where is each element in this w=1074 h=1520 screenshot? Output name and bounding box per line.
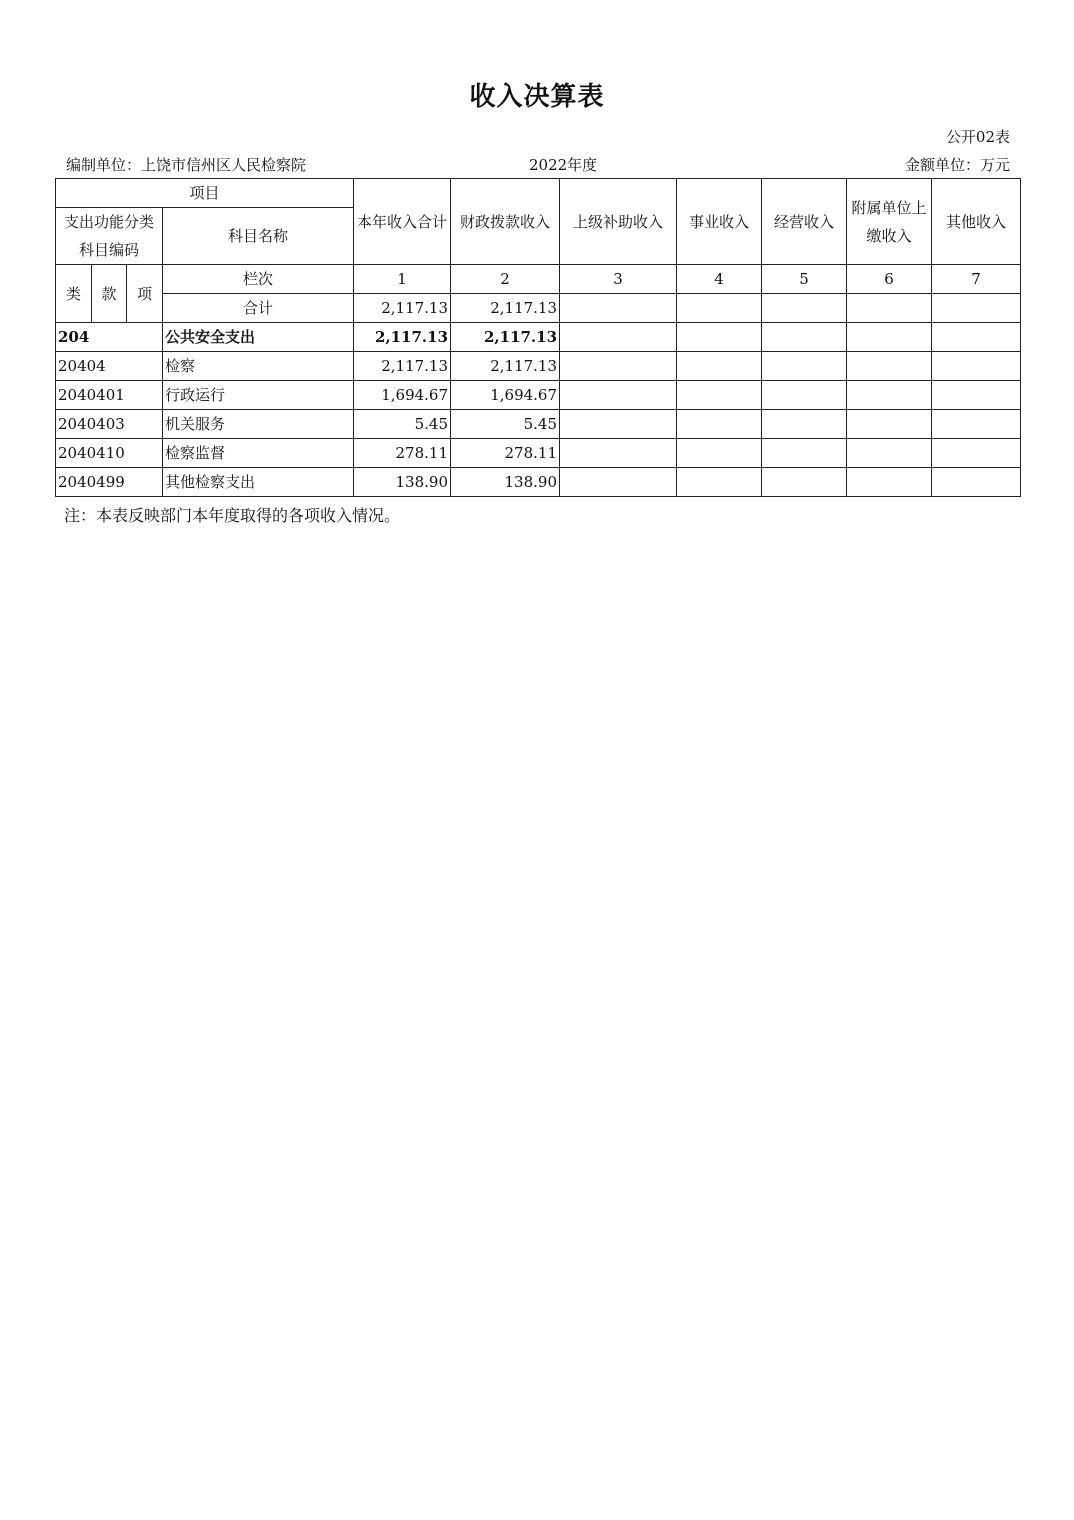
col-num-2: 2 <box>451 265 560 294</box>
total-income-value: 2,117.13 <box>354 294 451 323</box>
header-other-income: 其他收入 <box>932 179 1021 265</box>
row-code: 2040401 <box>56 381 163 410</box>
row-code: 2040403 <box>56 410 163 439</box>
row-code: 2040410 <box>56 439 163 468</box>
total-label: 合计 <box>163 294 354 323</box>
row-name: 公共安全支出 <box>163 323 354 352</box>
table-row <box>56 381 1021 410</box>
col-num-3: 3 <box>560 265 677 294</box>
table-row <box>56 410 1021 439</box>
table-row <box>56 323 1021 352</box>
col-num-5: 5 <box>762 265 847 294</box>
row-total: 2,117.13 <box>354 323 451 352</box>
row-total: 278.11 <box>354 439 451 468</box>
table-row <box>56 439 1021 468</box>
organization: 编制单位：上饶市信州区人民检察院 <box>66 156 307 174</box>
row-fiscal: 2,117.13 <box>451 352 560 381</box>
row-fiscal: 138.90 <box>451 468 560 497</box>
unit-line <box>56 154 1010 174</box>
row-total: 138.90 <box>354 468 451 497</box>
col-num-4: 4 <box>677 265 762 294</box>
table-row <box>56 468 1021 497</box>
header-func-code: 支出功能分类科目编码 <box>56 208 163 265</box>
header-subject-name: 科目名称 <box>163 208 354 265</box>
row-fiscal: 2,117.13 <box>451 323 560 352</box>
row-name: 行政运行 <box>163 381 354 410</box>
form-number: 公开02表 <box>945 128 1010 146</box>
header-affiliate-income: 附属单位上缴收入 <box>847 179 932 265</box>
row-fiscal: 278.11 <box>451 439 560 468</box>
row-code: 20404 <box>56 352 163 381</box>
row-name: 检察 <box>163 352 354 381</box>
report-title: 收入决算表 <box>469 82 605 112</box>
table-note: 注：本表反映部门本年度取得的各项收入情况。 <box>64 506 401 525</box>
header-fiscal-income: 财政拨款收入 <box>451 179 560 265</box>
header-superior-income: 上级补助收入 <box>560 179 677 265</box>
row-total: 2,117.13 <box>354 352 451 381</box>
row-name: 其他检察支出 <box>163 468 354 497</box>
row-total: 1,694.67 <box>354 381 451 410</box>
header-operate-income: 经营收入 <box>762 179 847 265</box>
row-name: 检察监督 <box>163 439 354 468</box>
row-fiscal: 5.45 <box>451 410 560 439</box>
money-unit: 金额单位：万元 <box>904 156 1010 174</box>
income-table <box>55 178 1021 497</box>
header-kuan: 款 <box>92 265 127 323</box>
total-fiscal-value: 2,117.13 <box>451 294 560 323</box>
header-career-income: 事业收入 <box>677 179 762 265</box>
col-num-7: 7 <box>932 265 1021 294</box>
header-xiang: 项 <box>127 265 163 323</box>
header-lei: 类 <box>56 265 92 323</box>
row-total: 5.45 <box>354 410 451 439</box>
row-code: 2040499 <box>56 468 163 497</box>
col-num-6: 6 <box>847 265 932 294</box>
fiscal-year: 2022年度 <box>529 156 598 174</box>
header-lanci: 栏次 <box>163 265 354 294</box>
row-fiscal: 1,694.67 <box>451 381 560 410</box>
row-code: 204 <box>56 323 163 352</box>
table-row <box>56 352 1021 381</box>
header-project: 项目 <box>56 179 354 208</box>
col-num-1: 1 <box>354 265 451 294</box>
row-name: 机关服务 <box>163 410 354 439</box>
header-total-income: 本年收入合计 <box>354 179 451 265</box>
